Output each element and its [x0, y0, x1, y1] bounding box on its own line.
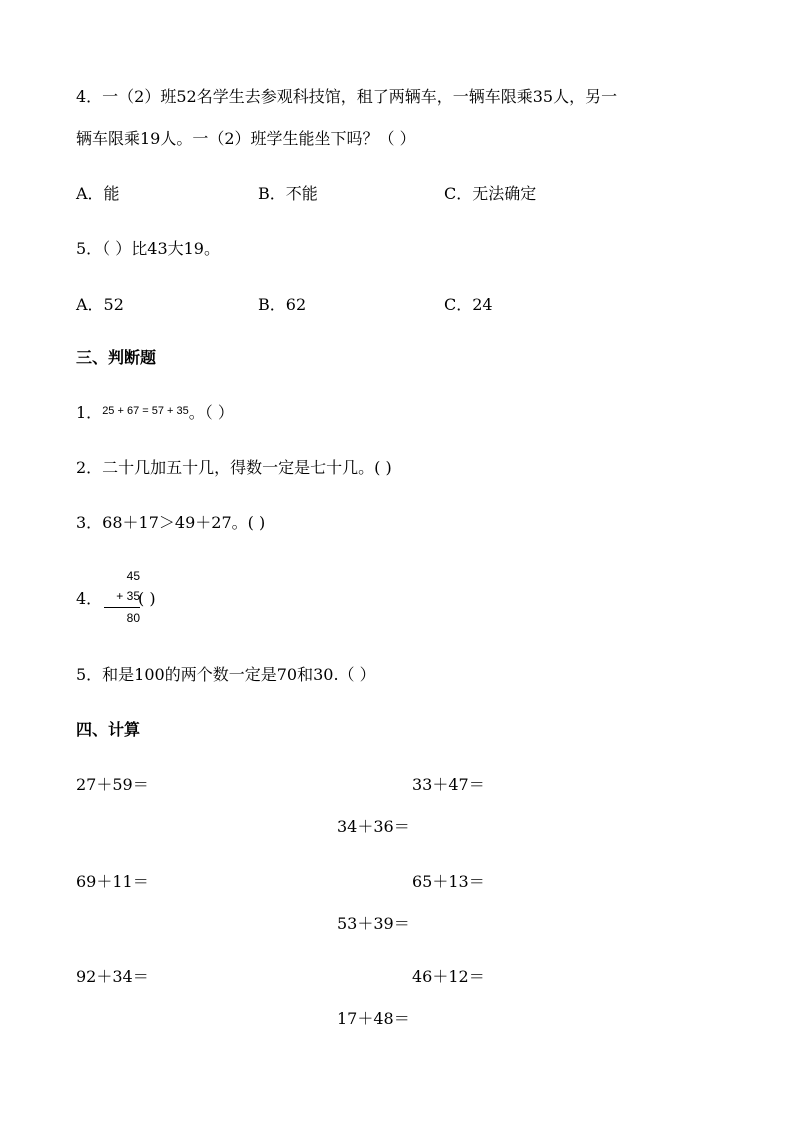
q4-option-c: C．无法确定	[444, 184, 537, 203]
calc-problem: 69＋11＝	[76, 872, 149, 891]
calc-problem: 17＋48＝	[337, 1009, 410, 1028]
q5-text: 5．（ ）比43大19。	[76, 239, 220, 258]
q5-option-a: A．52	[76, 295, 124, 314]
calc-problem: 34＋36＝	[337, 817, 410, 836]
judge-item-1-expression: 25 + 67 = 57 + 35	[102, 405, 189, 417]
calc-problem: 46＋12＝	[412, 967, 485, 986]
judge-item-1	[76, 402, 234, 426]
q4-line-1: 4．一（2）班52名学生去参观科技馆，租了两辆车，一辆车限乘35人，另一	[76, 87, 618, 106]
section-4-title: 四、计算	[76, 720, 141, 739]
calc-problem: 65＋13＝	[412, 872, 485, 891]
vertical-sum: 80	[126, 611, 140, 625]
q4-option-a: A．能	[76, 184, 120, 203]
section-3-title: 三、判断题	[76, 348, 157, 367]
judge-item-1-tail: 。（ ）	[188, 403, 234, 422]
judge-item-4-number: 4．	[76, 589, 103, 608]
q4-line-2: 辆车限乘19人。一（2）班学生能坐下吗？（ ）	[76, 129, 416, 148]
judge-item-2: 2．二十几加五十几，得数一定是七十几。( )	[76, 458, 392, 477]
calc-problem: 27＋59＝	[76, 775, 149, 794]
judge-item-5: 5．和是100的两个数一定是70和30.（ ）	[76, 665, 376, 684]
judge-item-3: 3．68＋17＞49＋27。( )	[76, 513, 266, 532]
q4-option-b: B．不能	[258, 184, 318, 203]
vertical-addition	[104, 566, 140, 628]
calc-problem: 33＋47＝	[412, 775, 485, 794]
judge-item-4-tail: ( )	[138, 589, 156, 608]
addend-bottom: + 35	[116, 589, 140, 603]
calc-problem: 92＋34＝	[76, 967, 149, 986]
addend-top: 45	[126, 569, 140, 583]
q5-option-b: B．62	[258, 295, 307, 314]
q5-option-c: C．24	[444, 295, 493, 314]
calc-problem: 53＋39＝	[337, 914, 410, 933]
judge-item-1-number: 1．	[76, 403, 103, 422]
